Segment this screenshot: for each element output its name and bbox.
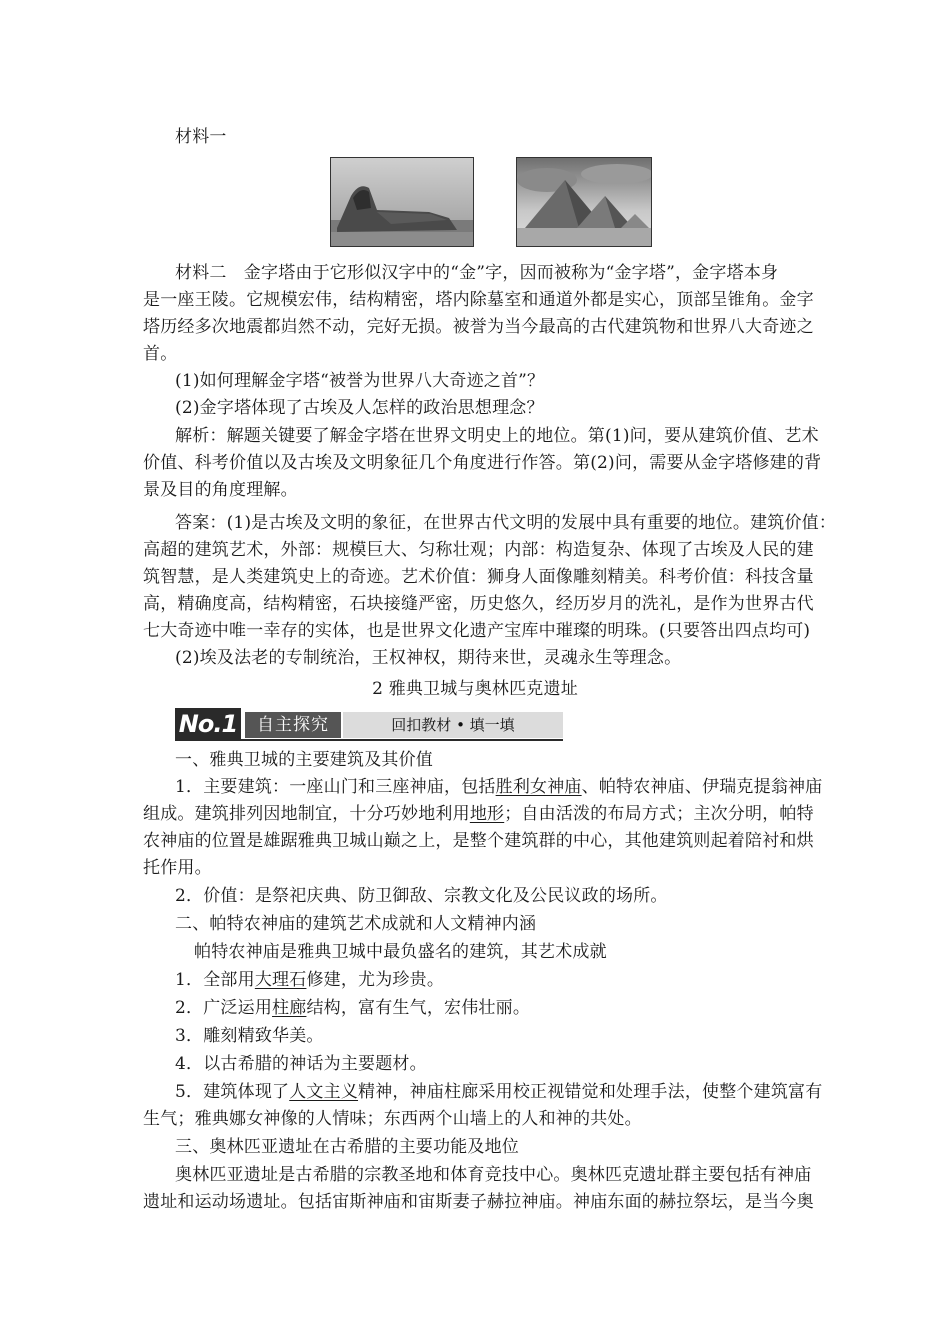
blank-answer: 胜利女神庙 <box>495 777 582 797</box>
material2-line: 首。 <box>143 344 178 364</box>
banner-number: No.1 <box>175 708 241 740</box>
banner-subtitle: 回扣教材 • 填一填 <box>343 712 563 738</box>
part2-item: 3．雕刻精致华美。 <box>175 1026 324 1046</box>
part3-heading: 三、奥林匹亚遗址在古希腊的主要功能及地位 <box>175 1137 519 1157</box>
answer-line: 七大奇迹中唯一幸存的实体，也是世界文化遗产宝库中璀璨的明珠。(只要答出四点均可) <box>143 621 811 641</box>
part1-item1-line: 1．主要建筑：一座山门和三座神庙，包括胜利女神庙、帕特农神庙、伊瑞克提翁神庙 <box>175 777 823 797</box>
answer-line: 高超的建筑艺术，外部：规模巨大、匀称壮观；内部：构造复杂、体现了古埃及人民的建 <box>143 540 814 560</box>
analysis-line: 解析：解题关键要了解金字塔在世界文明史上的地位。第(1)问，要从建筑价值、艺术 <box>175 426 819 446</box>
part3-line: 奥林匹亚遗址是古希腊的宗教圣地和体育竞技中心。奥林匹克遗址群主要包括有神庙 <box>175 1165 812 1185</box>
part2-item: 1．全部用大理石修建，尤为珍贵。 <box>175 970 445 990</box>
question-2: (2)金字塔体现了古埃及人怎样的政治思想理念？ <box>175 398 544 418</box>
banner-rule <box>175 739 563 741</box>
part3-line: 遗址和运动场遗址。包括宙斯神庙和宙斯妻子赫拉神庙。神庙东面的赫拉祭坛，是当今奥 <box>143 1192 814 1212</box>
material1-label: 材料一 <box>175 127 227 147</box>
part1-item1-line: 组成。建筑排列因地制宜，十分巧妙地利用地形；自由活泼的布局方式；主次分明，帕特 <box>143 804 814 824</box>
blank-answer: 人文主义 <box>289 1082 359 1102</box>
section-banner <box>175 708 563 740</box>
part2-heading: 二、帕特农神庙的建筑艺术成就和人文精神内涵 <box>175 914 537 934</box>
part1-item1-line: 托作用。 <box>143 858 212 878</box>
part2-item: 4．以古希腊的神话为主要题材。 <box>175 1054 427 1074</box>
part2-intro: 帕特农神庙是雅典卫城中最负盛名的建筑，其艺术成就 <box>194 942 607 962</box>
answer-line: 高，精确度高，结构精密，石块接缝严密，历史悠久，经历岁月的洗礼，是作为世界古代 <box>143 594 814 614</box>
answer-line: 筑智慧，是人类建筑史上的奇迹。艺术价值：狮身人面像雕刻精美。科考价值：科技含量 <box>143 567 814 587</box>
answer-line: (2)埃及法老的专制统治，王权神权，期待来世，灵魂永生等理念。 <box>175 648 682 668</box>
answer-line: 答案：(1)是古埃及文明的象征，在世界古代文明的发展中具有重要的地位。建筑价值： <box>175 513 837 533</box>
part1-item1-line: 农神庙的位置是雄踞雅典卫城山巅之上，是整个建筑群的中心，其他建筑则起着陪衬和烘 <box>143 831 814 851</box>
part2-item: 2．广泛运用柱廊结构，富有生气，宏伟壮丽。 <box>175 998 531 1018</box>
material2-line: 塔历经多次地震都岿然不动，完好无损。被誉为当今最高的古代建筑物和世界八大奇迹之 <box>143 317 814 337</box>
part1-heading: 一、雅典卫城的主要建筑及其价值 <box>175 750 433 770</box>
blank-answer: 大理石 <box>254 970 307 990</box>
part2-item: 5．建筑体现了人文主义精神，神庙柱廊采用校正视错觉和处理手法，使整个建筑富有 <box>175 1082 823 1102</box>
sphinx-photo <box>330 157 474 247</box>
banner-tag: 自主探究 <box>245 712 341 738</box>
material2-line: 是一座王陵。它规模宏伟，结构精密，塔内除墓室和通道外都是实心，顶部呈锥角。金字 <box>143 290 814 310</box>
material2-line: 材料二 金字塔由于它形似汉字中的“金”字，因而被称为“金字塔”，金字塔本身 <box>175 263 779 283</box>
section-title: 2 雅典卫城与奥林匹克遗址 <box>372 679 578 699</box>
part2-item: 生气；雅典娜女神像的人情味；东西两个山墙上的人和神的共处。 <box>143 1109 642 1129</box>
analysis-line: 价值、科考价值以及古埃及文明象征几个角度进行作答。第(2)问，需要从金字塔修建的背 <box>143 453 822 473</box>
part1-item2: 2．价值：是祭祀庆典、防卫御敌、宗教文化及公民议政的场所。 <box>175 886 668 906</box>
question-1: (1)如何理解金字塔“被誉为世界八大奇迹之首”？ <box>175 371 545 391</box>
blank-answer: 柱廊 <box>272 998 307 1018</box>
blank-answer: 地形 <box>469 804 505 824</box>
analysis-line: 景及目的角度理解。 <box>143 480 298 500</box>
pyramids-photo <box>516 157 652 247</box>
